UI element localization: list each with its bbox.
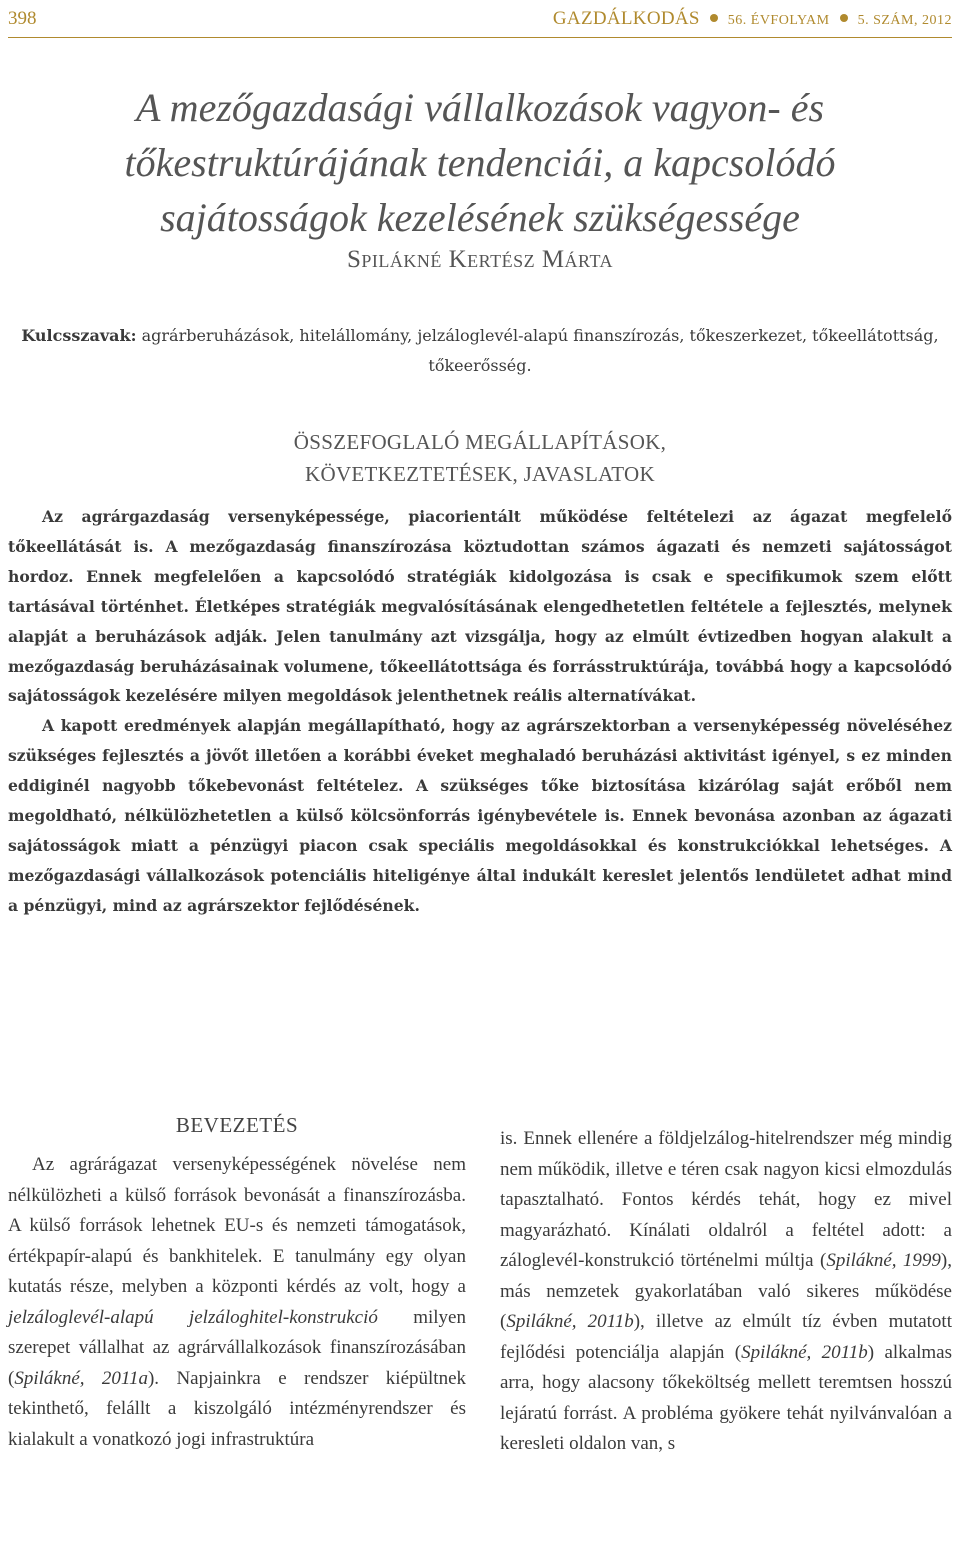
- keywords-label: Kulcsszavak:: [21, 326, 137, 345]
- journal-issue: 5. SZÁM, 2012: [857, 13, 952, 28]
- citation: Spilákné, 1999: [826, 1250, 941, 1271]
- running-header: [8, 8, 952, 34]
- journal-info: [553, 8, 952, 30]
- summary-heading-line: ÖSSZEFOGLALÓ MEGÁLLAPÍTÁSOK,: [293, 430, 667, 454]
- emphasis-text: jelzáloglevél-alapú jelzáloghitel-konstrukció: [8, 1306, 378, 1328]
- summary-heading: [0, 426, 960, 490]
- article-title: A mezőgazdasági vállalkozások vagyon- és tőkestruktúrájának tendenciái, a kapcsolódó sajátosságok kezelésének szükségessége: [124, 85, 836, 240]
- citation: Spilákné, 2011b: [506, 1311, 634, 1332]
- keywords: [8, 321, 952, 381]
- abstract-paragraph: A kapott eredmények alapján megállapítható, hogy az agrárszektorban a versenyképesség növeléséhez szükséges fejlesztés a jövőt illetően a korábbi éveket meghaladó beruházási aktivitást igényel, s ez minden eddiginél nagyobb tőkebevonást feltételez. A szükséges tőke biztosítása kizárólag saját erőből nem megoldható, nélkülözhetetlen a külső kölcsönforrás igénybevétele is. Ennek bevonása azonban az ágazati sajátosságok miatt a pénzügyi piacon csak speciális megoldásokkal és konstrukciókkal lehetséges. A mezőgazdasági vállalkozások potenciális hiteligénye által indukált kereslet jelentős lendületet adhat mind a pénzügyi, mind az agrárszektor fejlődésének.: [8, 716, 952, 915]
- header-rule: [8, 37, 952, 38]
- body-text: is. Ennek ellenére a földjelzálog-hitelrendszer még mindig nem működik, illetve e téren csak nagyon kicsi elmozdulás tapasztalható. Fontos kérdés tehát, hogy ez mivel magyarázható. Kínálati oldalról a feltétel adott: a záloglevél-konstrukció történelmi múltja (: [500, 1128, 952, 1271]
- body-text: Az agrárágazat versenyképességének növelése nem nélkülözheti a külső források bevonását a finanszírozásba. A külső források lehetnek EU-s és nemzeti támogatások, értékpapír-alapú és bankhitelek. E tanulmány egy olyan kutatás része, melyben a központi kérdés az volt, hogy a: [8, 1154, 466, 1297]
- body-text: milyen szerepet vállalhat az agrárvállalkozások finanszírozásában (: [8, 1306, 466, 1389]
- citation: Spilákné, 2011a: [14, 1367, 148, 1389]
- journal-name: GAZDÁLKODÁS: [552, 8, 700, 29]
- body-text: ), más nemzetek gyakorlatában való sikeres működése (: [500, 1250, 952, 1332]
- body-text: ) alkalmas arra, hogy alacsony tőkeköltség mellett teremtsen hosszú lejáratú forrást. A probléma gyökere tehát nyilvánvalóan a keresleti oldalon van, s: [500, 1341, 953, 1454]
- body-text: ). Napjainkra e rendszer kiépültnek tekinthető, felállt a kiszolgáló intézményrendszer és kialakult a vonatkozó jogi infrastruktúra: [8, 1367, 467, 1450]
- citation: Spilákné, 2011b: [741, 1341, 868, 1363]
- keywords-list: agrárberuházások, hitelállomány, jelzáloglevél-alapú finanszírozás, tőkeszerkezet, tőkeellátottság, tőkeerősség.: [141, 326, 939, 375]
- journal-volume: 56. ÉVFOLYAM: [727, 13, 830, 28]
- separator-dot-icon: [840, 14, 848, 22]
- article-author: Spilákné Kertész Márta: [346, 246, 614, 273]
- body-paragraph: [8, 1150, 466, 1455]
- separator-dot-icon: [710, 14, 718, 22]
- body-text: ), illetve az elmúlt tíz évben mutatott fejlődési potenciálja alapján (: [500, 1311, 952, 1363]
- abstract: [8, 502, 952, 921]
- section-heading: BEVEZETÉS: [175, 1113, 299, 1137]
- summary-heading-line: KÖVETKEZTETÉSEK, JAVASLATOK: [305, 462, 655, 486]
- body-column-left: [8, 1108, 466, 1455]
- page-number: 398: [8, 8, 37, 29]
- body-column-right: [500, 1124, 952, 1460]
- body-paragraph: [500, 1124, 952, 1460]
- abstract-paragraph: Az agrárgazdaság versenyképessége, piacorientált működése feltételezi az ágazat megfelelő tőkeellátását is. A mezőgazdaság finanszírozása köztudottan számos ágazati és nemzeti sajátosságot hordoz. Ennek megfelelően a kapcsolódó stratégiák kidolgozása is csak e specifikumok szem előtt tartásával történhet. Életképes stratégiák megvalósításának elengedhetetlen feltétele a fejlesztés, melynek alapját a beruházások adják. Jelen tanulmány azt vizsgálja, hogy az elmúlt évtizedben hogyan alakult a mezőgazdaság beruházásainak volumene, tőkeellátottsága és forrásstruktúrája, továbbá hogy a kapcsolódó sajátosságok kezelésére milyen megoldások jelenthetnek reális alternatívákat.: [8, 507, 952, 706]
